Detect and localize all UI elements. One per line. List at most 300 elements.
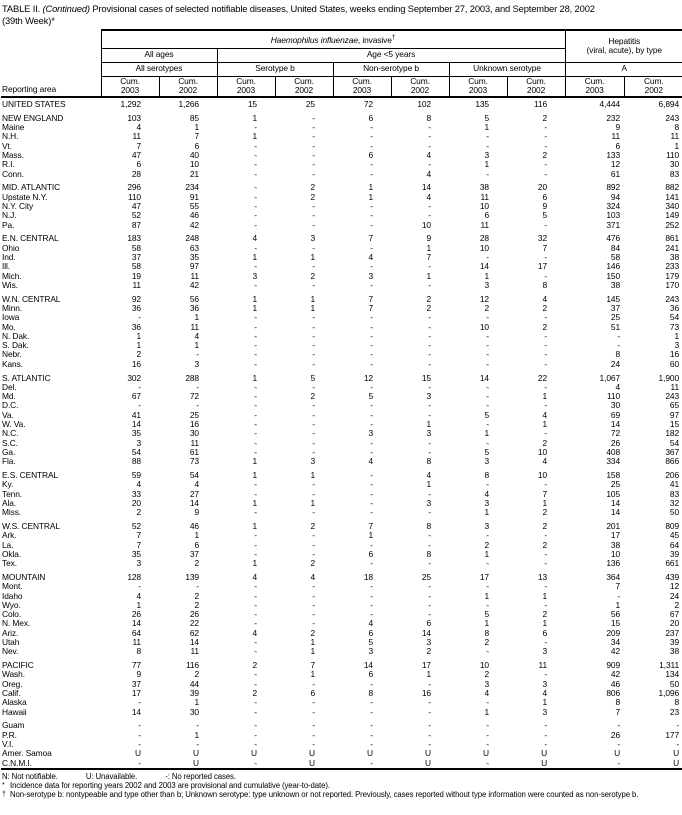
value-cell: 6 (194, 140, 199, 151)
value-cell: 25 (610, 312, 621, 323)
value-cell: - (370, 599, 373, 610)
value-cell: 16 (669, 349, 680, 360)
value-cell: 141 (665, 191, 680, 202)
value-cell: - (370, 312, 373, 323)
table-row (1, 244, 682, 253)
reporting-area-cell: Ill. (2, 261, 10, 272)
value-cell: 54 (131, 446, 141, 457)
value-cell: 1 (252, 293, 257, 304)
value-cell: - (617, 330, 621, 341)
value-cell: 7 (136, 530, 141, 541)
value-cell: - (370, 488, 373, 499)
value-cell: 1,096 (658, 688, 680, 699)
value-cell: - (370, 678, 373, 689)
value-cell: 62 (189, 627, 199, 638)
value-cell: 10 (421, 219, 431, 230)
value-cell: - (312, 581, 315, 592)
value-cell: 1 (484, 548, 489, 559)
value-cell: - (312, 200, 315, 211)
table-row (1, 480, 682, 489)
value-cell: 2 (426, 646, 431, 657)
table-row (1, 202, 682, 211)
value-cell: 3 (484, 456, 489, 467)
table-row (1, 383, 682, 392)
value-cell: - (312, 437, 315, 448)
value-cell: 4 (615, 381, 621, 392)
value-cell: 302 (127, 372, 141, 383)
table-row (1, 559, 682, 568)
value-cell: 1 (426, 419, 431, 429)
value-cell: 42 (189, 219, 199, 230)
table-row (1, 429, 682, 438)
value-cell: 209 (606, 627, 621, 638)
value-cell: 46 (189, 210, 199, 221)
value-cell: 1 (252, 558, 257, 569)
legend-not-notifiable: N: Not notifiable. (2, 771, 58, 781)
value-cell: 133 (606, 149, 621, 160)
value-cell: 1 (252, 302, 257, 313)
value-cell: 1 (615, 599, 621, 610)
value-cell: - (486, 581, 489, 592)
value-cell: 116 (185, 660, 199, 671)
value-cell: 2 (484, 669, 489, 680)
reporting-area-cell: N. Mex. (2, 618, 31, 629)
reporting-area-cell: NEW ENGLAND (2, 112, 64, 123)
value-cell: 1 (542, 697, 548, 708)
table-row (1, 323, 682, 332)
value-cell: - (544, 312, 548, 323)
value-cell: 30 (189, 706, 199, 717)
value-cell: 38 (669, 251, 680, 262)
value-cell: 14 (610, 419, 621, 429)
value-cell: - (312, 122, 315, 133)
value-cell: - (254, 419, 257, 429)
value-cell: 16 (421, 688, 431, 699)
value-cell: - (544, 340, 548, 351)
reporting-area-cell: Miss. (2, 507, 22, 518)
reporting-area-cell: Utah (2, 637, 20, 648)
value-cell: 6 (368, 149, 373, 160)
cum-header-row (1, 76, 682, 97)
value-cell: - (196, 349, 199, 360)
value-cell: 6 (542, 191, 548, 202)
value-cell: 12 (363, 372, 373, 383)
cum-year-header: Cum. 2002 (624, 76, 682, 97)
value-cell: 36 (669, 302, 680, 313)
value-cell: 1 (484, 270, 489, 281)
value-cell: 54 (669, 437, 680, 448)
value-cell: 4 (542, 293, 548, 304)
value-cell: 7 (194, 131, 199, 142)
value-cell: 54 (189, 469, 199, 480)
reporting-area-cell: Ind. (2, 251, 16, 262)
value-cell: 91 (189, 191, 199, 202)
value-cell: 234 (185, 182, 199, 193)
value-cell: - (428, 678, 431, 689)
value-cell: 7 (542, 488, 548, 499)
value-cell: 11 (190, 270, 199, 281)
value-cell: 42 (610, 669, 621, 680)
value-cell: 2 (194, 599, 199, 610)
value-cell: - (617, 340, 621, 351)
value-cell: - (486, 349, 489, 360)
value-cell: 11 (190, 321, 199, 332)
value-cell: 2 (542, 609, 548, 620)
value-cell: 67 (131, 391, 141, 402)
value-cell: - (544, 270, 548, 281)
value-cell: 102 (417, 99, 431, 109)
value-cell: 3 (426, 497, 431, 508)
value-cell: - (676, 720, 680, 731)
value-cell: 150 (606, 270, 621, 281)
value-cell: 10 (479, 660, 489, 671)
value-cell: 88 (131, 456, 141, 467)
legend-line (2, 772, 681, 781)
value-cell: 94 (610, 191, 621, 202)
value-cell: 64 (131, 627, 141, 638)
value-cell: 3 (484, 149, 489, 160)
value-cell: - (254, 219, 257, 230)
value-cell: - (254, 391, 257, 402)
value-cell: 1 (426, 242, 431, 253)
value-cell: 1 (484, 706, 489, 717)
value-cell: - (312, 131, 315, 142)
value-cell: 28 (131, 168, 141, 179)
value-cell: 2 (542, 507, 548, 518)
value-cell: 135 (475, 99, 489, 109)
value-cell: - (254, 437, 257, 448)
footnotes (1, 770, 681, 800)
value-cell: 7 (615, 581, 621, 592)
value-cell: - (486, 358, 489, 369)
value-cell: 26 (189, 609, 199, 620)
value-cell: 128 (127, 571, 141, 582)
reporting-area-cell: Idaho (2, 590, 23, 601)
value-cell: 35 (131, 548, 141, 559)
reporting-area-cell: D.C. (2, 400, 19, 411)
value-cell: - (370, 497, 373, 508)
value-cell: - (254, 757, 257, 768)
value-cell: 4 (368, 456, 373, 467)
value-cell: 110 (606, 391, 621, 402)
value-cell: - (428, 739, 431, 749)
value-cell: - (544, 548, 548, 559)
value-cell: - (138, 729, 141, 740)
value-cell: - (312, 548, 315, 559)
value-cell: 58 (131, 242, 141, 253)
reporting-area-cell: MID. ATLANTIC (2, 182, 61, 193)
value-cell: - (254, 321, 257, 332)
value-cell: 8 (674, 697, 680, 708)
footnote-text: Incidence data for reporting years 2002 and 2003 are provisional and cumulative (year-to-date). (10, 781, 330, 791)
value-cell: - (312, 488, 315, 499)
value-cell: 87 (131, 219, 141, 230)
value-cell: 201 (606, 520, 621, 531)
header-all-ages: All ages (101, 48, 217, 62)
reporting-area-cell: C.N.M.I. (2, 757, 32, 768)
value-cell: 476 (606, 233, 621, 244)
header-hepatitis-line1: Hepatitis (608, 35, 641, 46)
reporting-area-cell: PACIFIC (2, 660, 34, 671)
value-cell: - (544, 558, 548, 569)
value-cell: 2 (484, 302, 489, 313)
reporting-area-cell: S. ATLANTIC (2, 372, 51, 383)
value-cell: 21 (189, 168, 199, 179)
value-cell: 42 (610, 646, 621, 657)
value-cell: 59 (131, 469, 141, 480)
value-cell: 11 (132, 131, 141, 142)
value-cell: - (428, 409, 431, 420)
value-cell: - (254, 330, 257, 341)
value-cell: - (370, 558, 373, 569)
value-cell: U (367, 748, 373, 759)
reporting-area-cell: Wis. (2, 279, 18, 290)
value-cell: - (312, 400, 315, 411)
value-cell: 2 (542, 149, 548, 160)
value-cell: - (254, 507, 257, 518)
value-cell: 2 (542, 520, 548, 531)
value-cell: - (312, 479, 315, 490)
value-cell: - (254, 706, 257, 717)
value-cell: 52 (131, 520, 141, 531)
value-cell: 38 (610, 539, 621, 550)
value-cell: 103 (606, 210, 621, 221)
value-cell: 1 (194, 729, 199, 740)
value-cell: 30 (610, 400, 621, 411)
value-cell: 14 (131, 419, 141, 429)
value-cell: 25 (189, 409, 199, 420)
value-cell: - (312, 381, 315, 392)
value-cell: 371 (606, 219, 621, 230)
value-cell: 4 (484, 688, 489, 699)
reporting-area-cell: Tex. (2, 558, 17, 569)
value-cell: 116 (533, 99, 548, 109)
value-cell: 8 (368, 688, 373, 699)
value-cell: - (486, 479, 489, 490)
value-cell: 170 (665, 279, 680, 290)
value-cell: - (254, 637, 257, 648)
value-cell: - (312, 242, 315, 253)
value-cell: - (254, 279, 257, 290)
value-cell: - (254, 446, 257, 457)
table-row (1, 582, 682, 591)
value-cell: 1 (542, 419, 548, 429)
value-cell: 15 (421, 372, 431, 383)
value-cell: - (254, 159, 257, 170)
table-row (1, 350, 682, 359)
value-cell: 19 (131, 270, 141, 281)
value-cell: 38 (479, 182, 489, 193)
value-cell: - (370, 507, 373, 518)
value-cell: - (254, 242, 257, 253)
value-cell: - (428, 581, 431, 592)
reporting-area-cell: Hawaii (2, 706, 27, 717)
value-cell: - (544, 720, 548, 731)
value-cell: 296 (127, 182, 141, 193)
header-row-serotype (1, 62, 682, 76)
value-cell: 15 (247, 99, 257, 109)
value-cell: 1 (310, 469, 315, 480)
reporting-area-cell: S. Dak. (2, 340, 29, 351)
value-cell: - (312, 697, 315, 708)
value-cell: - (254, 409, 257, 420)
value-cell: 11 (670, 381, 680, 392)
value-cell: 5 (310, 372, 315, 383)
header-hepatitis-line2: (viral, acute), by type (586, 45, 662, 56)
value-cell: 4 (136, 590, 141, 601)
value-cell: - (676, 739, 680, 749)
value-cell: - (370, 469, 373, 480)
reporting-area-cell: Tenn. (2, 488, 22, 499)
value-cell: 8 (426, 456, 431, 467)
value-cell: - (312, 159, 315, 170)
cum-year-header: Cum. 2002 (507, 76, 565, 97)
value-cell: - (254, 210, 257, 221)
value-cell: - (254, 548, 257, 559)
value-cell: - (370, 261, 373, 272)
value-cell: 4 (310, 571, 315, 582)
footnote-item (2, 790, 678, 799)
value-cell: 2 (426, 302, 431, 313)
value-cell: - (428, 159, 431, 170)
value-cell: 1,266 (178, 99, 199, 109)
header-haemophilus-rest: , invasive (357, 34, 392, 45)
value-cell: 3 (484, 520, 489, 531)
value-cell: 182 (665, 428, 680, 439)
value-cell: 16 (131, 358, 141, 369)
value-cell: - (544, 330, 548, 341)
value-cell: 14 (189, 497, 199, 508)
table-row (1, 550, 682, 559)
value-cell: 1 (310, 646, 315, 657)
value-cell: 179 (665, 270, 680, 281)
value-cell: - (254, 720, 257, 731)
value-cell: - (544, 349, 548, 360)
value-cell: 6 (194, 539, 199, 550)
cum-year-header: Cum. 2003 (565, 76, 624, 97)
value-cell: - (312, 539, 315, 550)
value-cell: - (254, 599, 257, 610)
reporting-area-cell: Calif. (2, 688, 21, 699)
value-cell: - (544, 140, 548, 151)
value-cell: 25 (421, 571, 431, 582)
value-cell: 3 (310, 456, 315, 467)
value-cell: U (193, 757, 199, 768)
value-cell: - (370, 279, 373, 290)
value-cell: - (428, 261, 431, 272)
cum-year-header: Cum. 2002 (391, 76, 449, 97)
value-cell: - (370, 609, 373, 620)
table-row (1, 457, 682, 466)
value-cell: 6 (426, 618, 431, 629)
value-cell: 36 (189, 302, 199, 313)
value-cell: 50 (669, 678, 680, 689)
value-cell: 67 (669, 609, 680, 620)
value-cell: 14 (479, 372, 489, 383)
value-cell: 8 (542, 279, 548, 290)
value-cell: - (312, 261, 315, 272)
value-cell: - (617, 590, 621, 601)
value-cell: 2 (194, 558, 199, 569)
value-cell: - (486, 340, 489, 351)
value-cell: 1 (674, 140, 680, 151)
value-cell: - (544, 159, 548, 170)
value-cell: 84 (610, 242, 621, 253)
table-title (1, 2, 681, 29)
value-cell: 2 (310, 182, 315, 193)
value-cell: - (254, 609, 257, 620)
value-cell: - (428, 279, 431, 290)
value-cell: 1 (194, 697, 199, 708)
value-cell: 1 (310, 497, 315, 508)
value-cell: 1 (194, 312, 199, 323)
value-cell: 5 (368, 637, 373, 648)
value-cell: - (254, 168, 257, 179)
value-cell: 9 (426, 233, 431, 244)
value-cell: 10 (189, 159, 199, 170)
value-cell: 32 (537, 233, 548, 244)
value-cell: 139 (185, 571, 199, 582)
reporting-area-cell: Ga. (2, 446, 16, 457)
value-cell: 3 (310, 233, 315, 244)
value-cell: 5 (542, 210, 548, 221)
value-cell: 14 (421, 627, 431, 638)
value-cell: 36 (131, 321, 141, 332)
table-row (1, 721, 682, 730)
value-cell: 1 (368, 182, 373, 193)
value-cell: 27 (189, 488, 199, 499)
value-cell: 1 (484, 618, 489, 629)
value-cell: - (254, 729, 257, 740)
value-cell: 51 (610, 321, 621, 332)
value-cell: - (370, 419, 373, 429)
value-cell: 2 (136, 349, 141, 360)
value-cell: 10 (479, 242, 489, 253)
value-cell: 1 (484, 507, 489, 518)
value-cell: U (541, 748, 548, 759)
reporting-area-cell: S.C. (2, 437, 18, 448)
value-cell: - (486, 251, 489, 262)
value-cell: 3 (136, 437, 141, 448)
table-row (1, 341, 682, 350)
table-body (1, 97, 682, 769)
reporting-area-cell: Fla. (2, 456, 16, 467)
value-cell: 252 (665, 219, 680, 230)
value-cell: 103 (127, 112, 141, 123)
value-cell: - (138, 312, 141, 323)
value-cell: 3 (484, 279, 489, 290)
value-cell: 1 (484, 159, 489, 170)
value-cell: 1 (426, 270, 431, 281)
value-cell: 7 (136, 539, 141, 550)
value-cell: - (254, 739, 257, 749)
table-row (1, 170, 682, 179)
value-cell: - (428, 539, 431, 550)
value-cell: - (254, 697, 257, 708)
header-hep-a: A (565, 62, 682, 76)
title-week: (39th Week)* (2, 14, 55, 26)
value-cell: - (254, 140, 257, 151)
value-cell: 1 (310, 669, 315, 680)
value-cell: 33 (131, 488, 141, 499)
value-cell: - (196, 581, 199, 592)
value-cell: 8 (136, 646, 141, 657)
value-cell: - (370, 219, 373, 230)
value-cell: 1,292 (120, 99, 141, 109)
table-row (1, 522, 682, 531)
value-cell: - (428, 210, 431, 221)
table-row (1, 253, 682, 262)
